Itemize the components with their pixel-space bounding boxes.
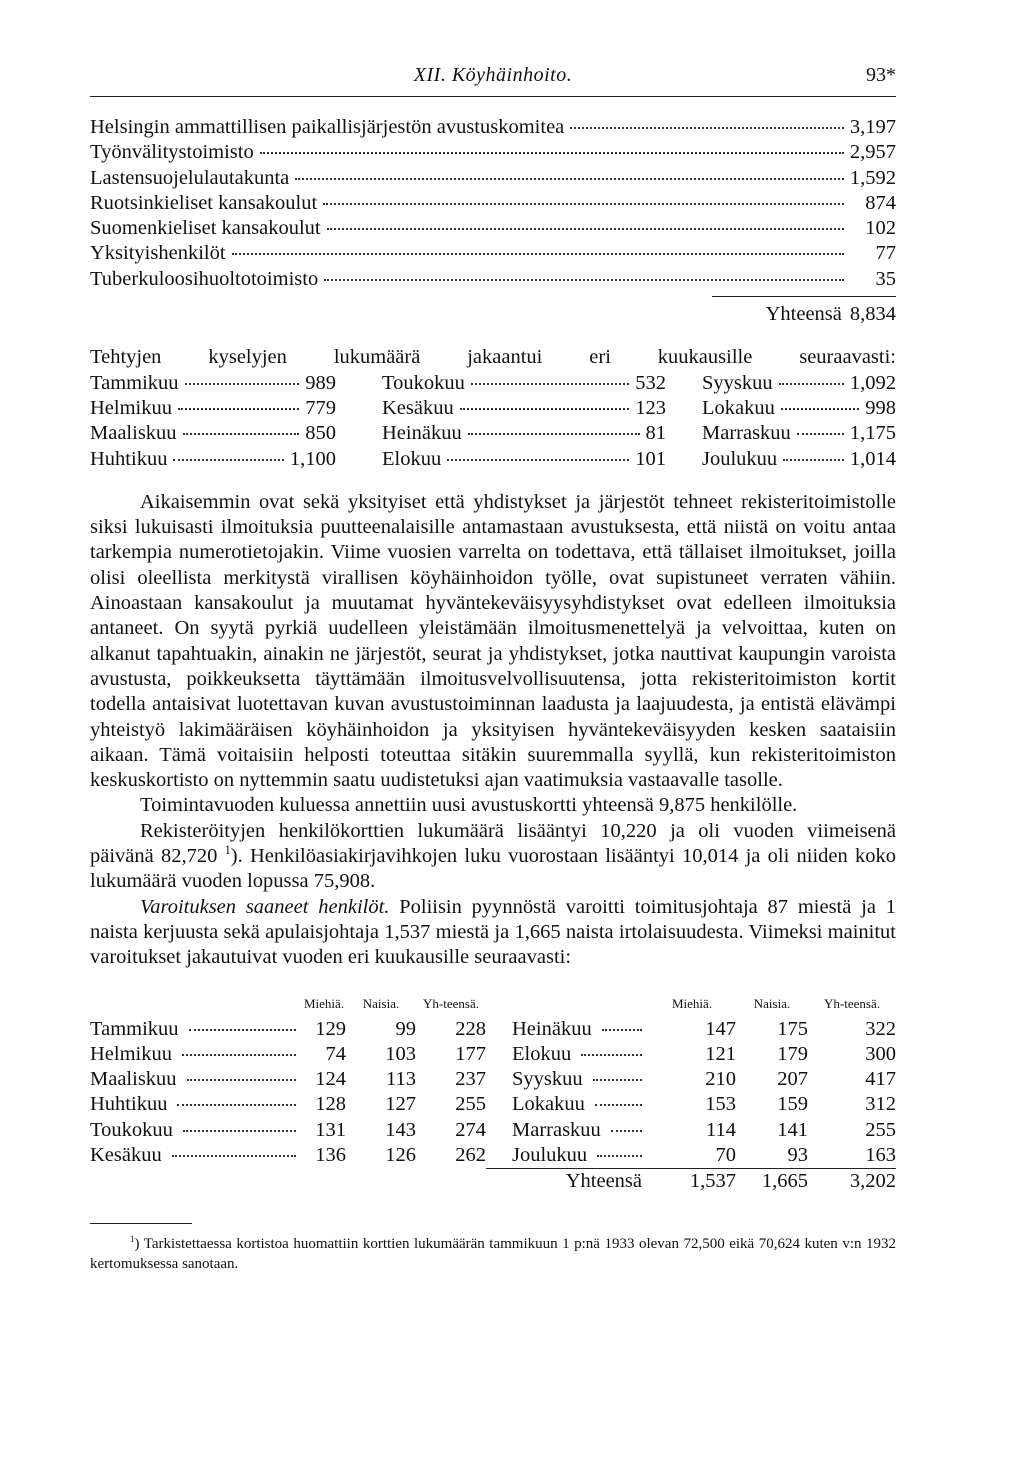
paragraph: Aikaisemmin ovat sekä yksityiset että yhdistykset ja järjestöt tehneet rekisteritoimistolle siksi lukuisasti ilmoituksia puutteenalaisille antamastaan avustuksesta, että niistä on voitu antaa tarkempia numerotietojakin. Viime vuosien varrelta on todettava, että tällaiset ilmoitukset, joilla olisi oleellista merkitystä virallisen köyhäinhoidon työlle, ovat supistuneet verraten vähiin. Ainoastaan kansakoulut ja muutamat hyväntekeväisyysyhdistykset ovat edelleen ilmoituksia antaneet. On syytä pyrkiä uudelleen yleistämään ilmoitusmenettelyä ja velvoittaa, kuten on alkanut tapahtuakin, ainakin ne järjestöt, seurat ja yhdistykset, jotka nauttivat kaupungin varoista avustusta, poikkeuksetta täyttämään ilmoitusvelvollisuutensa, jotta rekisteritoimiston kortit todella antaisivat luotettavan kuvan avustustoiminnan laadusta ja laajuudesta, ja entistä elävämpi yhteistyö lakimääräisen köyhäinhoidon ja yksityisen hyväntekeväisyyden kesken saataisiin aikaan. Tämä voitaisiin helposti toteuttaa sitäkin suuremmalla syyllä, kun rekisteritoimiston keskuskortisto on nyttemmin saatu uudistetuksi ajan vaatimuksia vastaavalle tasolle. xyxy=(90,490,896,792)
month-name: Heinäkuu xyxy=(382,422,462,445)
source-label: Ruotsinkieliset kansakoulut xyxy=(90,191,318,214)
source-label: Työnvälitystoimisto xyxy=(90,141,254,164)
men-cell: 210 xyxy=(705,1068,736,1091)
men-cell: 124 xyxy=(315,1068,346,1091)
total-cell: 312 xyxy=(865,1093,896,1116)
empty-cell xyxy=(486,987,648,1017)
source-row xyxy=(90,216,896,241)
month-name: Helmikuu xyxy=(90,396,172,419)
total-all: 3,202 xyxy=(808,1169,896,1195)
footnote-rule xyxy=(90,1223,192,1224)
month-cell xyxy=(90,1042,302,1067)
men-cell: 74 xyxy=(325,1042,346,1065)
paragraph-text: ). Henkilöasiakirjavihkojen luku vuorostaan lisääntyi 10,014 ja oli niiden koko lukumäärä vuoden lopussa 75,908. xyxy=(90,845,897,893)
dot-leader xyxy=(178,408,299,410)
chapter-title: XII. Köyhäinhoito. xyxy=(413,64,573,86)
total-cell: 262 xyxy=(455,1144,486,1167)
header-women: Naisia. xyxy=(753,996,791,1012)
dot-leader xyxy=(260,152,844,154)
month-column xyxy=(666,371,896,472)
dot-leader xyxy=(597,1155,642,1157)
women-cell: 143 xyxy=(385,1118,416,1141)
month-name: Tammikuu xyxy=(90,371,179,394)
women-cell: 159 xyxy=(777,1093,808,1116)
month-row xyxy=(90,447,336,472)
month-value: 1,014 xyxy=(849,447,896,470)
month-name: Syyskuu xyxy=(512,1068,583,1091)
month-value: 81 xyxy=(645,422,666,445)
source-value: 35 xyxy=(875,267,896,290)
source-value: 3,197 xyxy=(849,116,896,138)
month-row xyxy=(382,371,666,396)
women-cell: 99 xyxy=(395,1017,416,1040)
table-row xyxy=(90,1067,896,1092)
header-total: Yh-teensä. xyxy=(824,996,880,1012)
month-name: Heinäkuu xyxy=(512,1017,592,1040)
month-name: Toukokuu xyxy=(382,371,465,394)
footnote-ref: 1 xyxy=(224,843,231,858)
source-value: 874 xyxy=(865,191,896,214)
month-name: Helmikuu xyxy=(90,1042,172,1065)
dot-leader xyxy=(570,127,844,129)
month-cell xyxy=(90,1067,302,1092)
month-column xyxy=(382,371,666,472)
source-label: Helsingin ammattillisen paikallisjärjestön avustuskomitea xyxy=(90,116,565,138)
total-cell: 300 xyxy=(865,1042,896,1065)
month-name: Toukokuu xyxy=(90,1118,173,1141)
footnote-marker: 1 xyxy=(130,1233,135,1244)
table-row xyxy=(90,1017,896,1042)
total-cell: 417 xyxy=(865,1068,896,1091)
month-cell xyxy=(486,1143,648,1169)
header-total: Yh-teensä. xyxy=(423,996,479,1012)
dot-leader xyxy=(232,253,844,255)
total-label: Yhteensä xyxy=(486,1169,648,1195)
month-name: Kesäkuu xyxy=(90,1144,162,1167)
women-cell: 127 xyxy=(385,1093,416,1116)
month-name: Huhtikuu xyxy=(90,1093,168,1116)
month-name: Joulukuu xyxy=(512,1143,588,1166)
women-cell: 93 xyxy=(787,1143,808,1166)
month-row xyxy=(702,421,896,446)
page xyxy=(90,62,896,1274)
month-name: Elokuu xyxy=(382,447,442,470)
table-header-row xyxy=(90,987,896,1017)
footnote xyxy=(90,1234,896,1274)
total-cell: 255 xyxy=(455,1093,486,1116)
women-cell: 126 xyxy=(385,1144,416,1167)
paragraph-text: Rekisteröityjen henkilökorttien lukumäärä lisääntyi 10,220 ja oli vuoden viimeisenä päivänä 82,720 xyxy=(90,819,896,868)
header-men: Miehiä. xyxy=(671,996,713,1012)
header-rule xyxy=(90,96,896,97)
sum-rule xyxy=(712,296,896,297)
source-row xyxy=(90,115,896,140)
month-row xyxy=(90,396,336,421)
month-name: Lokakuu xyxy=(512,1093,585,1116)
men-cell: 136 xyxy=(315,1144,346,1167)
dot-leader xyxy=(182,1054,296,1056)
table-row xyxy=(90,1143,896,1169)
month-row xyxy=(382,396,666,421)
total-cell: 322 xyxy=(865,1017,896,1040)
month-row xyxy=(90,371,336,396)
paragraph xyxy=(90,819,896,895)
column-gap xyxy=(336,371,382,472)
dot-leader xyxy=(460,408,630,410)
dot-leader xyxy=(185,383,300,385)
month-column xyxy=(90,371,336,472)
months-intro: Tehtyjen kyselyjen lukumäärä jakaantui eri kuukausille seuraavasti: xyxy=(90,346,896,369)
table-row xyxy=(90,1118,896,1143)
page-number: 93* xyxy=(866,64,896,86)
total-cell: 237 xyxy=(455,1068,486,1091)
section-heading: Varoituksen saaneet henkilöt. xyxy=(140,895,390,918)
total-cell: 228 xyxy=(455,1017,486,1040)
month-row xyxy=(382,421,666,446)
month-value: 779 xyxy=(305,396,336,419)
dot-leader xyxy=(189,1029,296,1031)
month-row xyxy=(90,421,336,446)
month-cell xyxy=(486,1042,648,1067)
month-cell xyxy=(90,1092,302,1117)
dot-leader xyxy=(183,1130,296,1132)
women-cell: 113 xyxy=(386,1068,416,1091)
source-list xyxy=(90,115,896,327)
women-cell: 141 xyxy=(777,1118,808,1141)
footnote-body: ) Tarkistettaessa kortistoa huomattiin korttien lukumäärän tammikuun 1 p:nä 1933 olevan 72,500 eikä 70,624 kuten v:n 1932 kertomuksessa sanotaan. xyxy=(90,1235,896,1272)
warnings-table-grid xyxy=(90,987,896,1195)
source-label: Yksityishenkilöt xyxy=(90,242,226,265)
month-value: 1,100 xyxy=(289,447,336,470)
header-women: Naisia. xyxy=(362,996,400,1012)
source-row xyxy=(90,140,896,165)
dot-leader xyxy=(324,279,844,281)
men-cell: 114 xyxy=(706,1118,736,1141)
men-cell: 129 xyxy=(315,1017,346,1040)
source-value: 2,957 xyxy=(849,141,896,164)
men-cell: 131 xyxy=(315,1118,346,1141)
month-name: Tammikuu xyxy=(90,1017,179,1040)
total-label: Yhteensä xyxy=(765,303,842,326)
dot-leader xyxy=(797,433,844,435)
month-value: 123 xyxy=(635,396,666,419)
month-value: 998 xyxy=(865,396,896,419)
dot-leader xyxy=(593,1079,642,1081)
table-total-row xyxy=(90,1169,896,1195)
month-cell xyxy=(90,1143,302,1169)
men-cell: 153 xyxy=(705,1093,736,1116)
month-cell xyxy=(486,1118,648,1143)
total-women: 1,665 xyxy=(736,1169,808,1195)
dot-leader xyxy=(602,1029,642,1031)
source-row xyxy=(90,166,896,191)
total-cell: 255 xyxy=(865,1118,896,1141)
source-label: Lastensuojelulautakunta xyxy=(90,166,290,189)
dot-leader xyxy=(595,1104,642,1106)
paragraph-text: Poliisin pyynnöstä varoitti toimitusjohtaja 87 miestä ja 1 naista kerjuusta sekä apulaisjohtaja 1,537 miestä ja 1,665 naista irtolaisuudesta. Viimeksi mainitut varoitukset jakautuivat vuoden eri kuukausille seuraavasti: xyxy=(90,895,896,969)
men-cell: 128 xyxy=(315,1093,346,1116)
men-cell: 147 xyxy=(705,1017,736,1040)
total-men: 1,537 xyxy=(648,1169,736,1195)
dot-leader xyxy=(779,383,844,385)
month-name: Elokuu xyxy=(512,1042,572,1065)
total-value: 8,834 xyxy=(849,303,896,326)
dot-leader xyxy=(295,178,844,180)
month-name: Kesäkuu xyxy=(382,396,454,419)
dot-leader xyxy=(183,433,300,435)
month-row xyxy=(702,447,896,472)
dot-leader xyxy=(173,459,283,461)
header-men: Miehiä. xyxy=(303,996,345,1012)
month-grid xyxy=(90,371,896,472)
month-name: Huhtikuu xyxy=(90,447,168,470)
source-label: Tuberkuloosihuoltotoimisto xyxy=(90,267,319,290)
dot-leader xyxy=(468,433,640,435)
source-row xyxy=(90,267,896,292)
dot-leader xyxy=(783,459,844,461)
month-name: Marraskuu xyxy=(512,1118,601,1141)
men-cell: 121 xyxy=(705,1042,736,1065)
empty-cell xyxy=(90,987,302,1017)
dot-leader xyxy=(781,408,859,410)
running-head xyxy=(90,62,896,96)
month-name: Maaliskuu xyxy=(90,1068,177,1091)
total-cell: 177 xyxy=(455,1042,486,1065)
month-name: Marraskuu xyxy=(702,422,791,445)
women-cell: 207 xyxy=(777,1068,808,1091)
sources-total xyxy=(90,302,896,327)
source-value: 77 xyxy=(875,242,896,265)
month-value: 850 xyxy=(305,422,336,445)
month-cell xyxy=(90,1017,302,1042)
dot-leader xyxy=(611,1130,642,1132)
warnings-table xyxy=(90,987,896,1195)
month-cell xyxy=(486,1092,648,1117)
footnote-text xyxy=(90,1234,896,1274)
women-cell: 175 xyxy=(777,1017,808,1040)
month-cell xyxy=(486,1067,648,1092)
women-cell: 103 xyxy=(385,1042,416,1065)
month-row xyxy=(382,447,666,472)
source-row xyxy=(90,241,896,266)
month-row xyxy=(702,396,896,421)
dot-leader xyxy=(177,1104,296,1106)
dot-leader xyxy=(187,1079,296,1081)
month-cell xyxy=(90,1118,302,1143)
table-row xyxy=(90,1042,896,1067)
source-row xyxy=(90,191,896,216)
empty-cell xyxy=(90,1169,486,1195)
table-row xyxy=(90,1092,896,1117)
month-value: 532 xyxy=(635,371,666,394)
men-cell: 70 xyxy=(715,1143,736,1166)
paragraph xyxy=(90,895,896,971)
month-name: Syyskuu xyxy=(702,371,773,394)
dot-leader xyxy=(471,383,629,385)
dot-leader xyxy=(172,1155,296,1157)
dot-leader xyxy=(327,228,844,230)
total-cell: 163 xyxy=(865,1143,896,1166)
month-value: 989 xyxy=(305,371,336,394)
total-cell: 274 xyxy=(455,1118,486,1141)
women-cell: 179 xyxy=(777,1042,808,1065)
month-value: 1,175 xyxy=(849,422,896,445)
source-label: Suomenkieliset kansakoulut xyxy=(90,217,321,240)
paragraph: Toimintavuoden kuluessa annettiin uusi avustuskortti yhteensä 9,875 henkilölle. xyxy=(140,794,798,817)
source-value: 1,592 xyxy=(849,166,896,189)
dot-leader xyxy=(323,203,844,205)
source-value: 102 xyxy=(865,217,896,240)
dot-leader xyxy=(581,1054,642,1056)
dot-leader xyxy=(447,459,629,461)
body-paragraphs xyxy=(90,490,896,971)
month-name: Maaliskuu xyxy=(90,422,177,445)
month-name: Joulukuu xyxy=(702,447,778,470)
month-cell xyxy=(486,1017,648,1042)
month-name: Lokakuu xyxy=(702,396,775,419)
month-value: 101 xyxy=(635,447,666,470)
month-value: 1,092 xyxy=(849,371,896,394)
month-row xyxy=(702,371,896,396)
